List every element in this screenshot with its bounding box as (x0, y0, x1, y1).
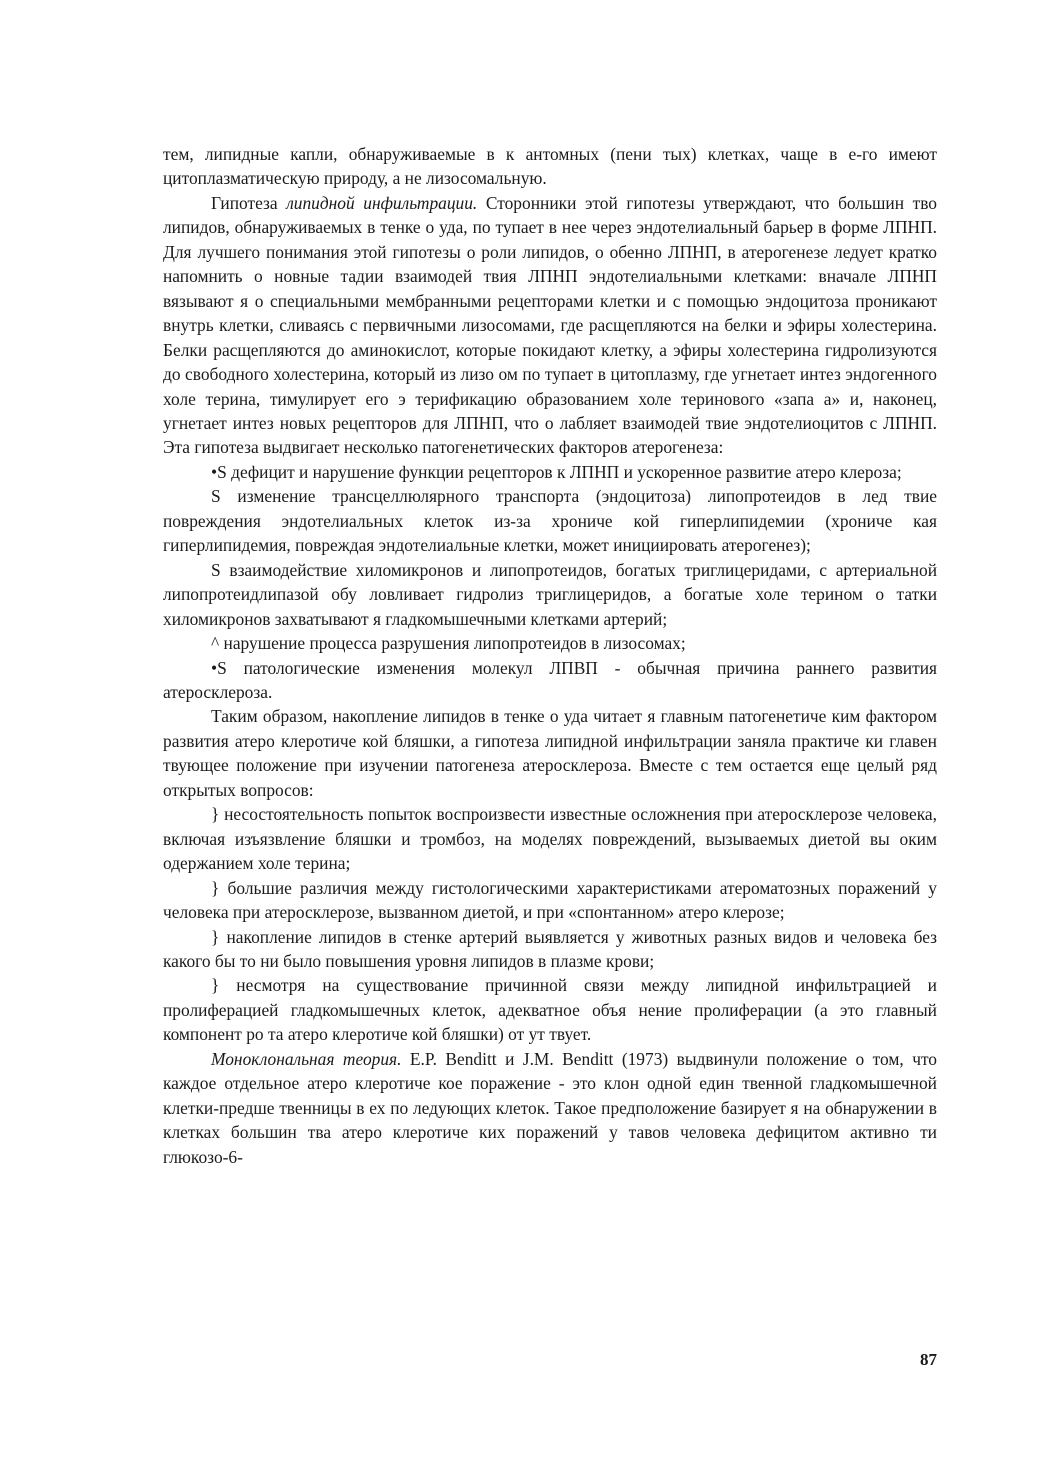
list-item (163, 484, 937, 557)
paragraph-lead-italic: липидной инфильтрации. (286, 192, 478, 213)
list-item (163, 802, 937, 875)
paragraph-text: ^ нарушение процесса разрушения липопротеидов в лизосомах; (211, 633, 686, 654)
page-body (163, 142, 937, 1169)
page-number: 87 (920, 1350, 937, 1369)
list-item (163, 973, 937, 1046)
paragraph-text: •S патологические изменения молекул ЛПВП - обычная причина раннего развития атеросклероза. (163, 657, 937, 702)
list-item (163, 631, 937, 655)
list-item (163, 460, 937, 484)
paragraph-monoclonal-theory (163, 1047, 937, 1169)
paragraph-continuation (163, 142, 937, 191)
paragraph-lipid-infiltration (163, 191, 937, 460)
list-item (163, 925, 937, 974)
paragraph-text: Сторонники этой гипотезы утверждают, что большин тво липидов, обнаруживаемых в тенке о уда, по тупает в нее через эндотелиальный барьер в форме ЛПНП. Для лучшего понимания этой гипотезы о роли липидов, о обенно ЛПНП, в атерогенезе ледует кратко напомнить о новные тадии взаимодей твия ЛПНП эндотелиальными клетками: вначале ЛПНП вязывают я о специальными мембранными рецепторами клетки и с помощью эндоцитоза проникают внутрь клетки, сливаясь с первичными лизосомами, где расщепляются на белки и эфиры холестерина. Белки расщепляются до аминокислот, которые покидают клетку, а эфиры холестерина гидролизуются до свободного холестерина, который из лизо ом по тупает в цитоплазму, где угнетает интез эндогенного холе терина, тимулирует его э терификацию образованием холе теринового «запа а» и, наконец, угнетает интез новых рецепторов для ЛПНП, что о лабляет взаимодей твие эндотелиоцитов с ЛПНП. Эта гипотеза выдвигает несколько патогенетических факторов атерогенеза: (163, 192, 937, 458)
paragraph-text: } несмотря на существование причинной связи между липидной инфильтрацией и пролиферацией гладкомышечных клеток, адекватное объя нение пролиферации (а это главный компонент ро та атеро клеротиче кой бляшки) от ут твует. (163, 975, 937, 1045)
paragraph-lead: Гипотеза (211, 192, 278, 213)
paragraph-text: } большие различия между гистологическими характеристиками атероматозных поражений у человека при атеросклерозе, вызванном диетой, и при «спонтанном» атеро клерозе; (163, 877, 937, 923)
paragraph-text: } несостоятельность попыток воспроизвести известные осложнения при атеросклерозе человека, включая изъязвление бляшки и тромбоз, на моделях повреждений, вызываемых диетой вы оким одержанием холе терина; (163, 804, 937, 874)
paragraph-summary (163, 704, 937, 802)
paragraph-text: S взаимодействие хиломикронов и липопротеидов, богатых триглицеридами, с артериальной липопротеидлипазой обу ловливает гидролиз триглицеридов, а богатые холе терином о татки хиломикронов захватывают я гладкомышечными клетками артерий; (163, 559, 937, 629)
list-item (163, 558, 937, 631)
list-item (163, 656, 937, 705)
paragraph-text: } накопление липидов в стенке артерий выявляется у животных разных видов и человека без какого бы то ни было повышения уровня липидов в плазме крови; (163, 926, 937, 971)
paragraph-text: E.P. Benditt и J.M. Benditt (1973) выдвинули положение о том, что каждое отдельное атеро клеротиче кое поражение - это клон одной един твенной гладкомышечной клетки-предше твенницы в ех по ледующих клеток. Такое предположение базирует я на обнаружении в клетках большин тва атеро клеротиче ких поражений у тавов человека дефицитом активно ти глюкозо-6- (163, 1048, 938, 1167)
paragraph-text: Таким образом, накопление липидов в тенке о уда читает я главным патогенетиче ким фактором развития атеро клеротиче кой бляшки, а гипотеза липидной инфильтрации заняла практиче ки главен твующее положение при изучении патогенеза атеросклероза. Вместе с тем остается еще целый ряд открытых вопросов: (163, 706, 937, 800)
paragraph-lead-italic: Моноклональная теория. (211, 1048, 402, 1069)
paragraph-text: S изменение трансцеллюлярного транспорта (эндоцитоза) липопротеидов в лед твие повреждения эндотелиальных клеток из-за хрониче кой гиперлипидемии (хрониче кая гиперлипидемия, повреждая эндотелиальные клетки, может инициировать атерогенез); (163, 486, 937, 556)
list-item (163, 876, 937, 925)
paragraph-text: •S дефицит и нарушение функции рецепторов к ЛПНП и ускоренное развитие атеро клероза; (211, 461, 902, 482)
paragraph-text: тем, липидные капли, обнаруживаемые в к антомных (пени тых) клетках, чаще в е-го имеют цитоплазматическую природу, а не лизосомальную. (163, 144, 937, 189)
